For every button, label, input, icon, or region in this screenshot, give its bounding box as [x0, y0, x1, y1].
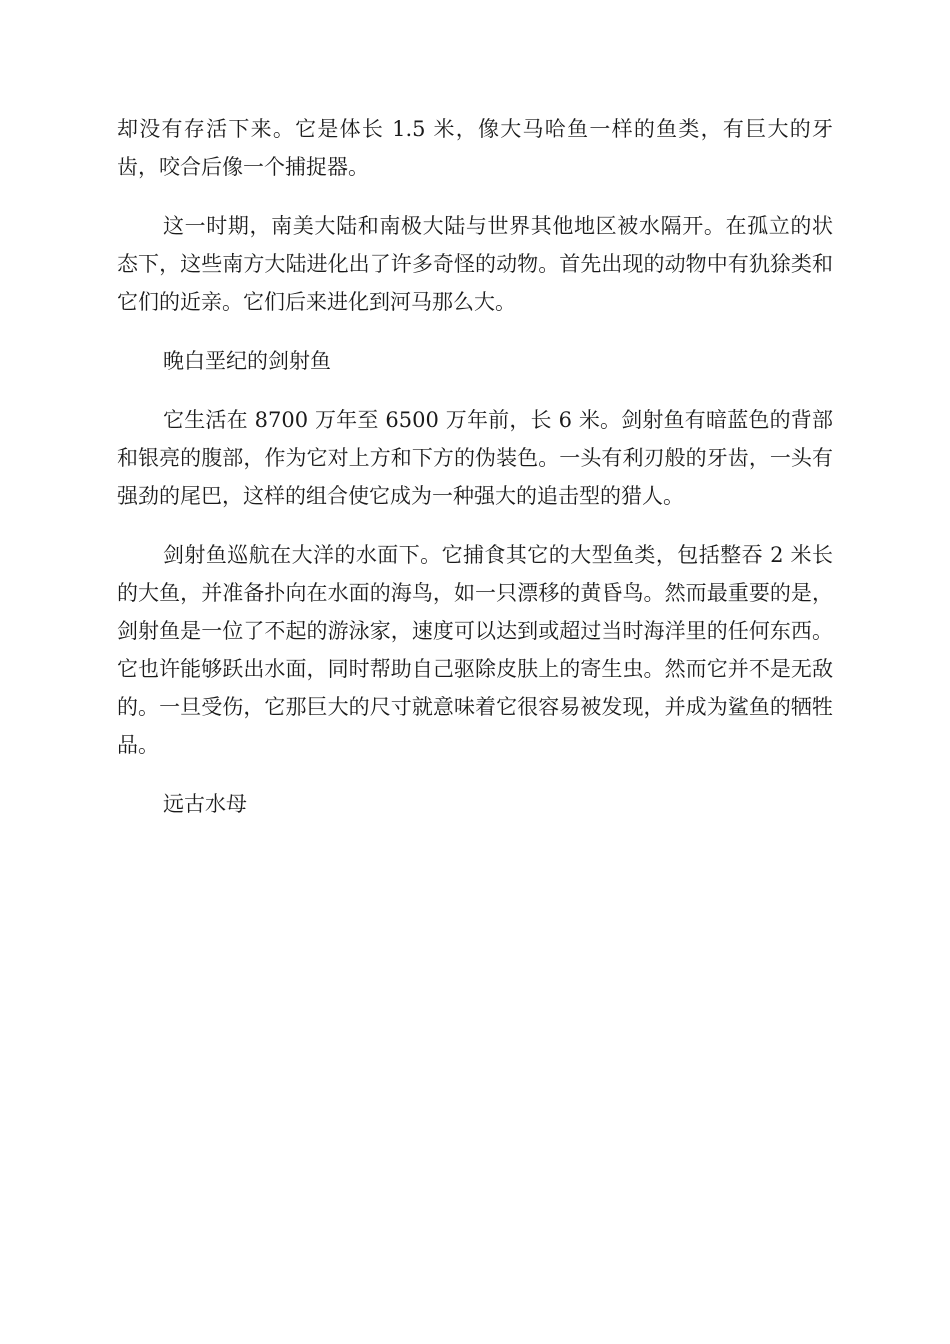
paragraph-xiphactinus-description: 它生活在 8700 万年至 6500 万年前，长 6 米。剑射鱼有暗蓝色的背部和银亮的腹部，作为它对上方和下方的伪装色。一头有利刃般的牙齿，一头有强劲的尾巴，这样的组合使它成为一种强大的追击型的猎人。	[117, 408, 833, 508]
document-body	[117, 110, 833, 844]
section-heading-ancient-jellyfish: 远古水母	[163, 792, 247, 816]
section-heading-xiphactinus: 晚白垩纪的剑射鱼	[163, 349, 331, 373]
paragraph-south-continents: 这一时期，南美大陆和南极大陆与世界其他地区被水隔开。在孤立的状态下，这些南方大陆进化出了许多奇怪的动物。首先出现的动物中有犰狳类和它们的近亲。它们后来进化到河马那么大。	[117, 214, 833, 314]
paragraph-continuation: 却没有存活下来。它是体长 1.5 米，像大马哈鱼一样的鱼类，有巨大的牙齿，咬合后像一个捕捉器。	[117, 117, 833, 179]
paragraph-xiphactinus-behavior: 剑射鱼巡航在大洋的水面下。它捕食其它的大型鱼类，包括整吞 2 米长的大鱼，并准备扑向在水面的海鸟，如一只漂移的黄昏鸟。然而最重要的是，剑射鱼是一位了不起的游泳家，速度可以达到或超过当时海洋里的任何东西。它也许能够跃出水面，同时帮助自己驱除皮肤上的寄生虫。然而它并不是无敌的。一旦受伤，它那巨大的尺寸就意味着它很容易被发现，并成为鲨鱼的牺牲品。	[117, 543, 833, 757]
